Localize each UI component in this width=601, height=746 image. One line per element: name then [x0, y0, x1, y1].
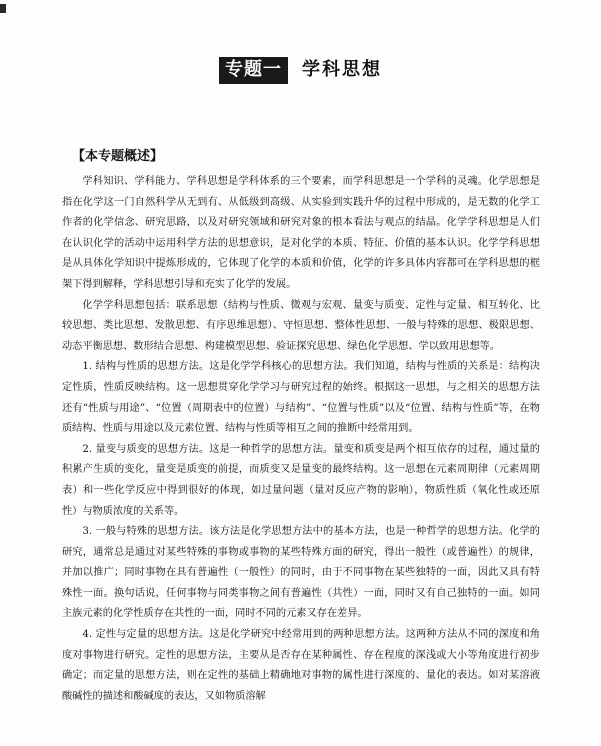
chapter-title [0, 56, 601, 84]
paragraph-item-1: 1. 结构与性质的思想方法。这是化学学科核心的思想方法。我们知道，结构与性质的关系是：结构决定性质，性质反映结构。这一思想贯穿化学学习与研究过程的始终。根据这一思想，与之相关的思想方法还有“性质与用途”、“位置（周期表中的位置）与结构”、“位置与性质”以及“位置、结构与性质”等，在物质结构、性质与用途以及元素位置、结构与性质等相互之间的推断中经常用到。 [62, 361, 540, 435]
paragraph-item-4: 4. 定性与定量的思想方法。这是化学研究中经常用到的两种思想方法。这两种方法从不同的深度和角度对事物进行研究。定性的思想方法，主要从是否存在某种属性、存在程度的深浅或大小等角度进行初步确定；而定量的思想方法，则在定性的基础上精确地对事物的属性进行深度的、量化的表达。如对某溶液酸碱性的描述和酸碱度的表达，又如物质溶解 [62, 629, 540, 702]
scan-edge-mark [0, 4, 6, 13]
chapter-title-text: 学科思想 [302, 59, 382, 80]
chapter-label: 专题一 [219, 57, 288, 84]
paragraph-scope: 化学学科思想包括：联系思想（结构与性质、微观与宏观、量变与质变、定性与定量、相互转化、比较思想、类比思想、发散思想、有序思维思想）、守恒思想、整体性思想、一般与特殊的思想、极限思想、动态平衡思想、数形结合思想、构建模型思想、验证探究思想、绿色化学思想、学以致用思想等。 [62, 299, 540, 352]
paragraph-intro: 学科知识、学科能力、学科思想是学科体系的三个要素，而学科思想是一个学科的灵魂。化学思想是指在化学这一门自然科学从无到有、从低级到高级、从实验到实践升华的过程中形成的，是无数的化学工作者的化学信念、研究思路，以及对研究领域和研究对象的根本看法与观点的结晶。化学学科思想是人们在认识化学的活动中运用科学方法的思想意识，是对化学的本质、特征、价值的基本认识。化学学科思想是从具体化学知识中提炼形成的，它体现了化学的本质和价值，化学的许多具体内容都可在学科思想的框架下得到解释，学科思想引导和充实了化学的发展。 [62, 176, 540, 290]
paragraph-item-2: 2. 量变与质变的思想方法。这是一种哲学的思想方法。量变和质变是两个相互依存的过程，通过量的积累产生质的变化，量变是质变的前提，而质变又是量变的最终结构。这一思想在元素周期律（元素周期表）和一些化学反应中得到很好的体现，如过量问题（量对反应产物的影响），物质性质（氧化性或还原性）与物质浓度的关系等。 [62, 443, 540, 517]
section-heading: 【本专题概述】 [72, 149, 164, 164]
body-text [62, 172, 540, 707]
paragraph-item-3: 3. 一般与特殊的思想方法。该方法是化学思想方法中的基本方法，也是一种哲学的思想方法。化学的研究，通常总是通过对某些特殊的事物或事物的某些特殊方面的研究，得出一般性（或普遍性）的规律，并加以推广；同时事物在具有普遍性（一般性）的同时，由于不同事物在某些独特的一面，因此又具有特殊性一面。换句话说，任何事物与同类事物之间有普遍性（共性）一面，同时又有自己独特的一面。如同主族元素的化学性质存在共性的一面，同时不同的元素又存在差异。 [62, 526, 540, 620]
